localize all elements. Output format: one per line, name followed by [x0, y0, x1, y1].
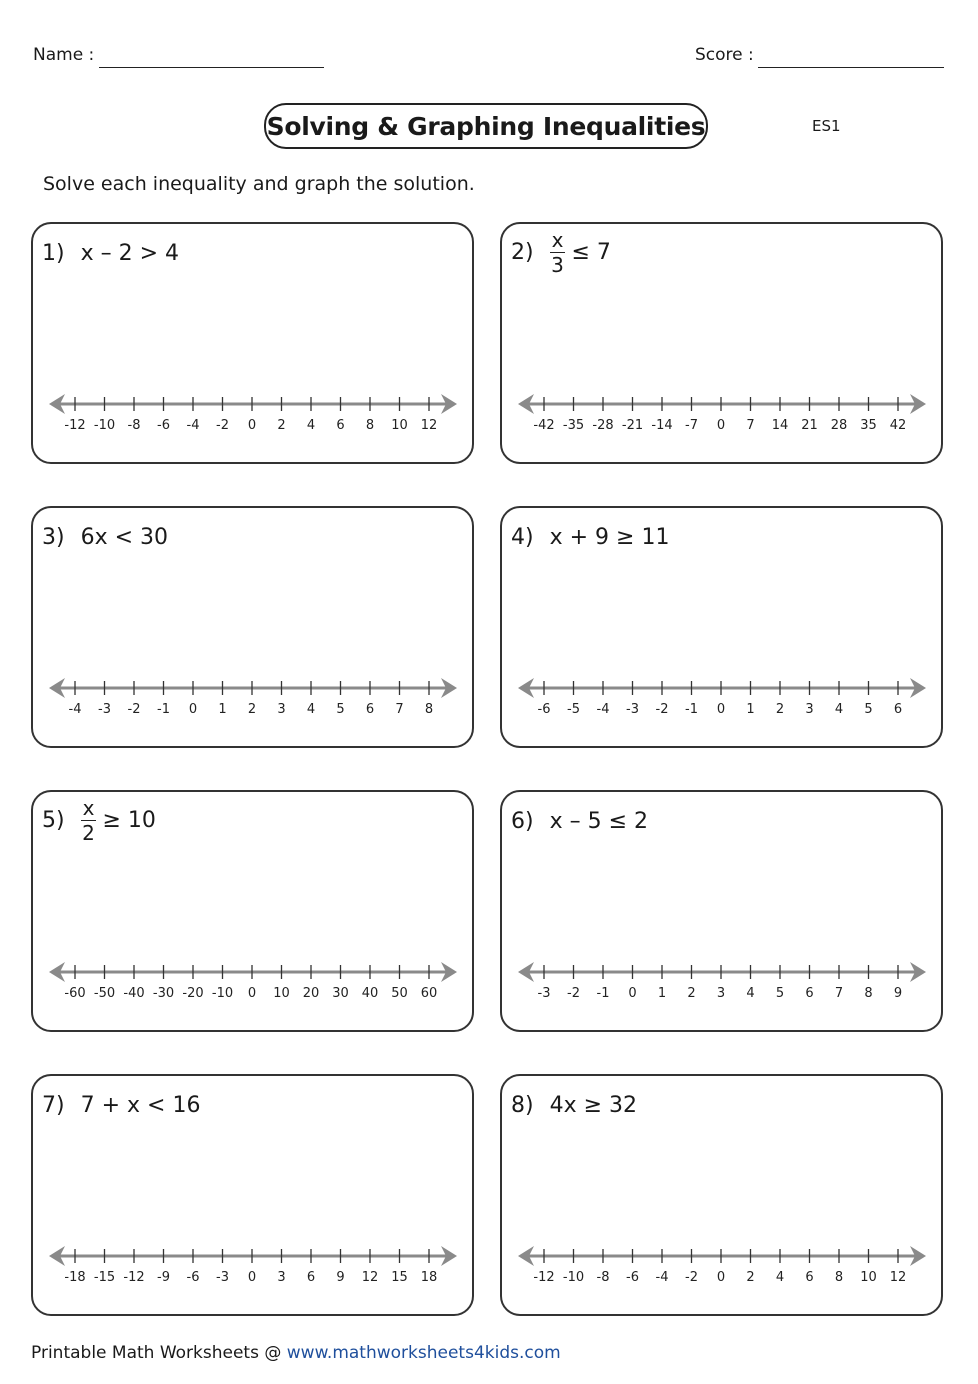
number-line [502, 224, 945, 466]
tick-label: 4 [834, 702, 844, 717]
inequality-expression: x – 5 ≤ 2 [549, 808, 649, 834]
tick-label: -21 [621, 418, 644, 433]
tick-label: 3 [805, 702, 814, 717]
number-line [502, 1076, 945, 1318]
number-line [502, 792, 945, 1034]
tick-label: -3 [98, 702, 111, 717]
tick-label: 0 [628, 986, 637, 1001]
tick-label: 2 [277, 418, 286, 433]
tick-label: 12 [889, 1270, 907, 1285]
worksheet-code: ES1 [812, 117, 841, 135]
tick-label: -4 [596, 702, 610, 717]
tick-label: 2 [746, 1270, 755, 1285]
problem-number: 2) [511, 239, 534, 265]
tick-label: 4 [746, 986, 755, 1001]
tick-label: 9 [336, 1270, 345, 1285]
tick-label: -2 [127, 702, 141, 717]
tick-label: 1 [746, 702, 755, 717]
tick-label: 3 [277, 702, 286, 717]
tick-label: 8 [834, 1270, 844, 1285]
tick-label: 3 [277, 1270, 286, 1285]
tick-label: -2 [216, 418, 229, 433]
tick-label: -4 [68, 702, 82, 717]
tick-label: 8 [864, 986, 873, 1001]
footer-text: Printable Math Worksheets @ [31, 1343, 287, 1363]
number-line [502, 508, 945, 750]
tick-label: 3 [716, 986, 726, 1001]
tick-label: 12 [420, 418, 438, 433]
tick-label: -1 [157, 702, 170, 717]
tick-label: -30 [152, 986, 175, 1001]
problem-card [31, 1074, 474, 1316]
tick-label: -12 [533, 1270, 555, 1285]
inequality-expression: ≤ 7 [571, 239, 611, 265]
tick-label: -6 [626, 1270, 639, 1285]
tick-label: -2 [567, 986, 580, 1001]
tick-label: -4 [655, 1270, 669, 1285]
tick-label: 30 [332, 986, 349, 1001]
score-line [758, 67, 944, 68]
tick-label: 1 [218, 702, 227, 717]
tick-label: 50 [391, 986, 408, 1001]
tick-label: 6 [336, 418, 345, 433]
tick-label: -40 [123, 986, 145, 1001]
inequality-expression: 7 + x < 16 [80, 1092, 201, 1118]
tick-label: 0 [247, 986, 257, 1001]
problem-card [31, 790, 474, 1032]
tick-label: 5 [336, 702, 345, 717]
tick-label: 6 [306, 1270, 316, 1285]
tick-label: 1 [657, 986, 667, 1001]
tick-label: 5 [775, 986, 785, 1001]
score-label: Score : [695, 45, 754, 65]
tick-label: 10 [391, 418, 408, 433]
footer [31, 1343, 561, 1363]
problem-card [500, 506, 943, 748]
worksheet-title: Solving & Graphing Inequalities [264, 103, 708, 149]
inequality-expression: ≥ 10 [102, 807, 156, 833]
tick-label: -8 [127, 418, 141, 433]
tick-label: -6 [157, 418, 170, 433]
fraction-denominator: 3 [551, 252, 564, 277]
tick-label: -2 [655, 702, 669, 717]
tick-label: 4 [775, 1270, 785, 1285]
name-label: Name : [33, 45, 95, 65]
tick-label: 35 [860, 418, 877, 433]
problem-card [500, 222, 943, 464]
tick-label: 2 [687, 986, 696, 1001]
tick-label: 21 [801, 418, 818, 433]
inequality-expression: x + 9 ≥ 11 [549, 524, 670, 550]
tick-label: -60 [64, 986, 86, 1001]
number-line [33, 792, 476, 1034]
tick-label: 10 [860, 1270, 877, 1285]
tick-label: -12 [123, 1270, 145, 1285]
tick-label: -28 [592, 418, 614, 433]
tick-label: -2 [685, 1270, 698, 1285]
tick-label: 4 [306, 702, 316, 717]
tick-label: 9 [893, 986, 903, 1001]
tick-label: 0 [188, 702, 198, 717]
tick-label: 7 [395, 702, 404, 717]
tick-label: -50 [93, 986, 116, 1001]
problem-number: 5) [42, 807, 65, 833]
tick-label: -9 [157, 1270, 170, 1285]
tick-label: -1 [596, 986, 610, 1001]
problem-card [31, 222, 474, 464]
tick-label: 6 [805, 986, 814, 1001]
tick-label: -14 [651, 418, 673, 433]
tick-label: 15 [391, 1270, 408, 1285]
tick-label: 4 [306, 418, 316, 433]
fraction-numerator: x [551, 227, 564, 252]
tick-label: 42 [889, 418, 907, 433]
tick-label: 2 [775, 702, 785, 717]
problem-number: 1) [42, 240, 65, 266]
tick-label: -10 [93, 418, 116, 433]
tick-label: 0 [716, 1270, 726, 1285]
fraction-denominator: 2 [82, 820, 95, 845]
tick-label: -10 [211, 986, 234, 1001]
tick-label: -42 [533, 418, 555, 433]
number-line [33, 1076, 476, 1318]
tick-label: -1 [685, 702, 698, 717]
problem-number: 8) [511, 1092, 534, 1118]
tick-label: -3 [216, 1270, 229, 1285]
problem-card [500, 790, 943, 1032]
tick-label: 7 [746, 418, 755, 433]
tick-label: 6 [365, 702, 375, 717]
problem-card [500, 1074, 943, 1316]
tick-label: -15 [93, 1270, 116, 1285]
tick-label: -7 [685, 418, 698, 433]
tick-label: -8 [596, 1270, 610, 1285]
tick-label: 20 [302, 986, 320, 1001]
tick-label: -3 [537, 986, 551, 1001]
tick-label: -12 [64, 418, 86, 433]
inequality-expression: 4x ≥ 32 [549, 1092, 638, 1118]
tick-label: -5 [567, 702, 580, 717]
problem-card [31, 506, 474, 748]
problem-number: 7) [42, 1092, 65, 1118]
tick-label: -35 [562, 418, 585, 433]
tick-label: 5 [864, 702, 873, 717]
tick-label: -10 [562, 1270, 585, 1285]
problem-number: 3) [42, 524, 65, 550]
tick-label: -18 [64, 1270, 86, 1285]
tick-label: -6 [537, 702, 551, 717]
number-line [33, 224, 476, 466]
footer-link[interactable]: www.mathworksheets4kids.com [286, 1343, 561, 1363]
tick-label: -6 [186, 1270, 200, 1285]
number-line [33, 508, 476, 750]
tick-label: -4 [186, 418, 200, 433]
instructions: Solve each inequality and graph the solution. [43, 173, 475, 195]
tick-label: 28 [830, 418, 848, 433]
tick-label: 2 [247, 702, 257, 717]
tick-label: 6 [893, 702, 903, 717]
tick-label: 0 [716, 702, 726, 717]
problem-number: 4) [511, 524, 534, 550]
tick-label: -20 [182, 986, 204, 1001]
tick-label: 6 [805, 1270, 814, 1285]
tick-label: 0 [247, 418, 257, 433]
tick-label: 12 [361, 1270, 379, 1285]
inequality-expression: 6x < 30 [80, 524, 169, 550]
tick-label: 8 [365, 418, 375, 433]
fraction-numerator: x [82, 795, 95, 820]
tick-label: 7 [834, 986, 844, 1001]
tick-label: 40 [361, 986, 379, 1001]
tick-label: -3 [626, 702, 639, 717]
tick-label: 60 [420, 986, 438, 1001]
tick-label: 0 [247, 1270, 257, 1285]
tick-label: 10 [273, 986, 290, 1001]
tick-label: 14 [771, 418, 789, 433]
tick-label: 18 [420, 1270, 438, 1285]
inequality-expression: x – 2 > 4 [80, 240, 180, 266]
name-line [99, 67, 324, 68]
problem-number: 6) [511, 808, 534, 834]
tick-label: 8 [424, 702, 434, 717]
tick-label: 0 [716, 418, 726, 433]
